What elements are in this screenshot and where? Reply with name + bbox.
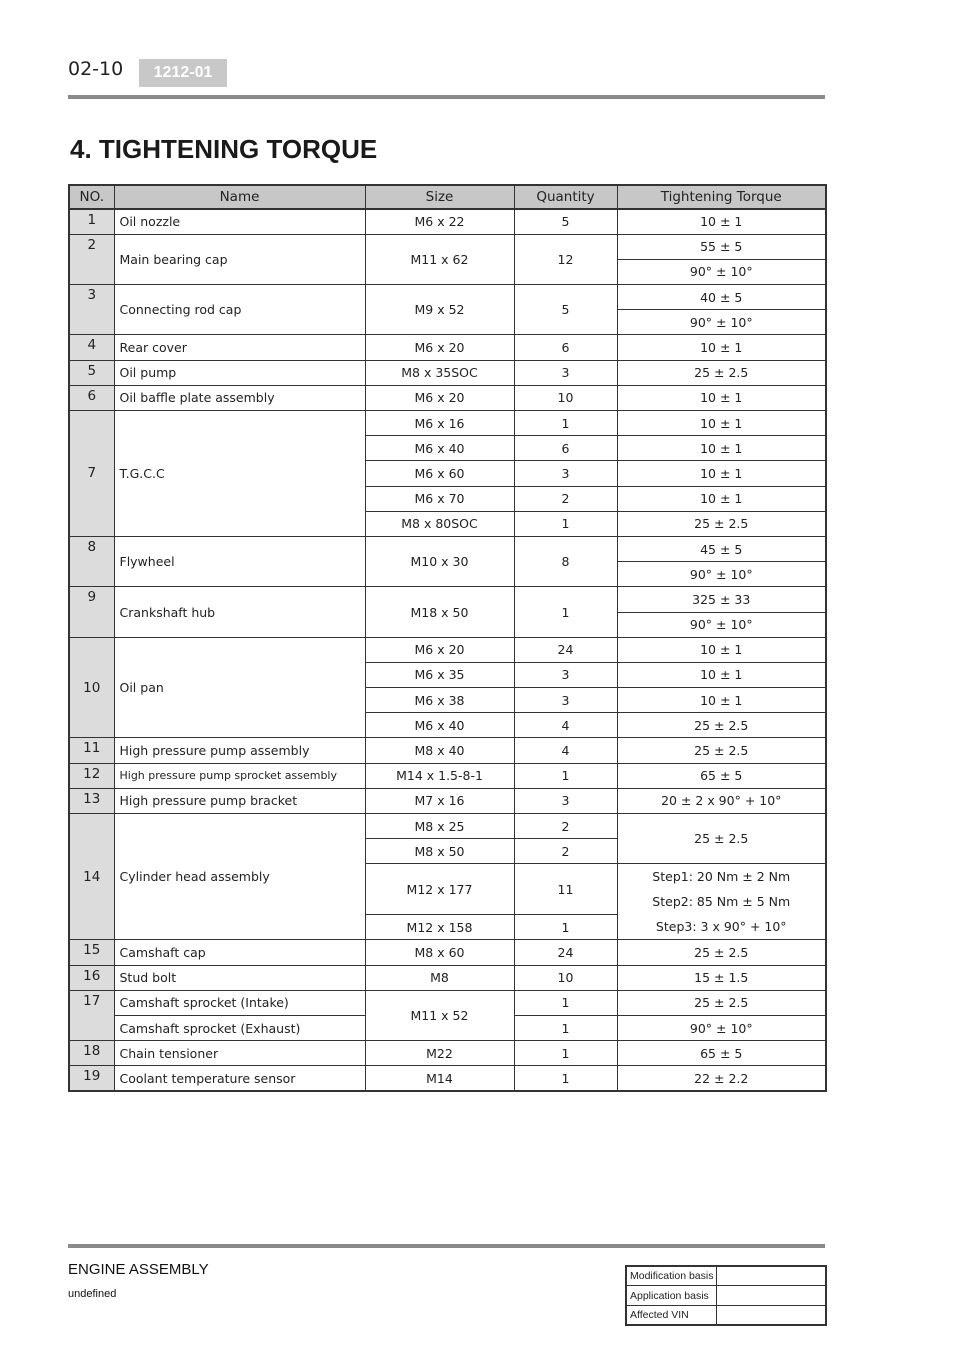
tightening-torque-table <box>68 184 827 1092</box>
torque: 15 ± 1.5 <box>617 965 826 990</box>
quantity: 4 <box>514 713 617 738</box>
part-name: Camshaft cap <box>114 940 365 965</box>
torque: 25 ± 2.5 <box>617 360 826 385</box>
bolt-size: M10 x 30 <box>365 536 514 586</box>
header-rule <box>68 95 825 99</box>
modification-info-box <box>625 1265 827 1326</box>
bolt-size: M6 x 70 <box>365 486 514 511</box>
table-row <box>69 335 826 360</box>
quantity: 6 <box>514 436 617 461</box>
table-header-row <box>69 185 826 209</box>
quantity: 12 <box>514 234 617 284</box>
quantity: 1 <box>514 1015 617 1040</box>
torque: 25 ± 2.5 <box>617 990 826 1015</box>
part-name: Main bearing cap <box>114 234 365 284</box>
torque: 40 ± 5 <box>617 285 826 310</box>
quantity: 3 <box>514 788 617 813</box>
part-name: Chain tensioner <box>114 1041 365 1066</box>
bolt-size: M8 x 60 <box>365 940 514 965</box>
part-name: Cylinder head assembly <box>114 814 365 940</box>
quantity: 1 <box>514 1066 617 1091</box>
bolt-size: M8 x 40 <box>365 738 514 763</box>
torque: 10 ± 1 <box>617 461 826 486</box>
part-name: Crankshaft hub <box>114 587 365 637</box>
page-number: 02-10 <box>68 58 124 80</box>
modification-row <box>626 1266 826 1286</box>
row-number: 9 <box>69 587 114 637</box>
row-number: 13 <box>69 788 114 813</box>
quantity: 3 <box>514 461 617 486</box>
bolt-size: M6 x 20 <box>365 385 514 410</box>
table-row <box>69 1066 826 1091</box>
torque: 45 ± 5 <box>617 536 826 561</box>
quantity: 5 <box>514 285 617 335</box>
torque: 10 ± 1 <box>617 637 826 662</box>
affected-vin-label: Affected VIN <box>626 1305 717 1325</box>
bolt-size: M18 x 50 <box>365 587 514 637</box>
part-name: High pressure pump assembly <box>114 738 365 763</box>
part-name: High pressure pump bracket <box>114 788 365 813</box>
quantity: 5 <box>514 209 617 234</box>
bolt-size: M8 x 25 <box>365 814 514 839</box>
quantity: 2 <box>514 486 617 511</box>
torque: 65 ± 5 <box>617 1041 826 1066</box>
part-name: Flywheel <box>114 536 365 586</box>
part-name: Camshaft sprocket (Intake) <box>114 990 365 1015</box>
table-row <box>69 360 826 385</box>
torque-step-3: Step3: 3 x 90° + 10° <box>655 919 787 935</box>
part-name: Camshaft sprocket (Exhaust) <box>114 1015 365 1040</box>
bolt-size: M12 x 158 <box>365 915 514 940</box>
bolt-size: M6 x 22 <box>365 209 514 234</box>
quantity: 1 <box>514 587 617 637</box>
quantity: 10 <box>514 965 617 990</box>
part-name: Oil nozzle <box>114 209 365 234</box>
quantity: 1 <box>514 1041 617 1066</box>
table-row <box>69 234 826 259</box>
application-basis-label: Application basis <box>626 1286 717 1306</box>
row-number: 2 <box>69 234 114 284</box>
bolt-size: M6 x 40 <box>365 436 514 461</box>
bolt-size: M14 x 1.5-8-1 <box>365 763 514 788</box>
torque: 20 ± 2 x 90° + 10° <box>617 788 826 813</box>
quantity: 4 <box>514 738 617 763</box>
row-number: 3 <box>69 285 114 335</box>
part-name: High pressure pump sprocket assembly <box>114 763 365 788</box>
part-name: Oil pan <box>114 637 365 738</box>
bolt-size: M9 x 52 <box>365 285 514 335</box>
part-name: Connecting rod cap <box>114 285 365 335</box>
column-header-torque: Tightening Torque <box>617 185 826 209</box>
table-row <box>69 637 826 662</box>
torque: 22 ± 2.2 <box>617 1066 826 1091</box>
quantity: 2 <box>514 839 617 864</box>
table-row <box>69 738 826 763</box>
torque: 65 ± 5 <box>617 763 826 788</box>
bolt-size: M8 x 35SOC <box>365 360 514 385</box>
modification-basis-value <box>717 1266 826 1286</box>
quantity: 2 <box>514 814 617 839</box>
torque-steps <box>617 864 826 940</box>
table-row <box>69 990 826 1015</box>
table-row <box>69 587 826 612</box>
bolt-size: M12 x 177 <box>365 864 514 915</box>
torque: 10 ± 1 <box>617 385 826 410</box>
torque: 90° ± 10° <box>617 612 826 637</box>
quantity: 1 <box>514 915 617 940</box>
row-number: 1 <box>69 209 114 234</box>
modification-row <box>626 1305 826 1325</box>
column-header-no: NO. <box>69 185 114 209</box>
table-row <box>69 788 826 813</box>
column-header-size: Size <box>365 185 514 209</box>
quantity: 24 <box>514 637 617 662</box>
bolt-size: M8 x 80SOC <box>365 511 514 536</box>
part-name: Coolant temperature sensor <box>114 1066 365 1091</box>
part-name: Stud bolt <box>114 965 365 990</box>
table-row <box>69 763 826 788</box>
row-number: 11 <box>69 738 114 763</box>
bolt-size: M11 x 52 <box>365 990 514 1040</box>
quantity: 3 <box>514 688 617 713</box>
quantity: 11 <box>514 864 617 915</box>
modification-basis-label: Modification basis <box>626 1266 717 1286</box>
affected-vin-value <box>717 1305 826 1325</box>
bolt-size: M14 <box>365 1066 514 1091</box>
row-number: 10 <box>69 637 114 738</box>
application-basis-value <box>717 1286 826 1306</box>
row-number: 5 <box>69 360 114 385</box>
torque: 10 ± 1 <box>617 335 826 360</box>
quantity: 10 <box>514 385 617 410</box>
torque: 10 ± 1 <box>617 688 826 713</box>
torque: 10 ± 1 <box>617 411 826 436</box>
quantity: 8 <box>514 536 617 586</box>
bolt-size: M8 x 50 <box>365 839 514 864</box>
torque: 10 ± 1 <box>617 662 826 687</box>
table-row <box>69 814 826 839</box>
table-row <box>69 1041 826 1066</box>
row-number: 7 <box>69 411 114 537</box>
row-number: 12 <box>69 763 114 788</box>
row-number: 19 <box>69 1066 114 1091</box>
torque: 55 ± 5 <box>617 234 826 259</box>
table-row <box>69 285 826 310</box>
page-title: 4. TIGHTENING TORQUE <box>70 134 378 164</box>
quantity: 1 <box>514 990 617 1015</box>
bolt-size: M6 x 60 <box>365 461 514 486</box>
row-number: 15 <box>69 940 114 965</box>
torque: 90° ± 10° <box>617 259 826 284</box>
torque: 25 ± 2.5 <box>617 738 826 763</box>
part-name: Rear cover <box>114 335 365 360</box>
quantity: 1 <box>514 763 617 788</box>
bolt-size: M6 x 16 <box>365 411 514 436</box>
bolt-size: M8 <box>365 965 514 990</box>
table-row <box>69 940 826 965</box>
row-number: 18 <box>69 1041 114 1066</box>
footer-subtitle: undefined <box>68 1288 117 1300</box>
torque-step-1: Step1: 20 Nm ± 2 Nm <box>652 869 791 885</box>
bolt-size: M6 x 38 <box>365 688 514 713</box>
torque: 10 ± 1 <box>617 436 826 461</box>
table-row <box>69 411 826 436</box>
row-number: 6 <box>69 385 114 410</box>
bolt-size: M6 x 35 <box>365 662 514 687</box>
part-name: Oil baffle plate assembly <box>114 385 365 410</box>
bolt-size: M11 x 62 <box>365 234 514 284</box>
quantity: 3 <box>514 360 617 385</box>
bolt-size: M6 x 20 <box>365 335 514 360</box>
column-header-name: Name <box>114 185 365 209</box>
bolt-size: M6 x 20 <box>365 637 514 662</box>
footer-section-title: ENGINE ASSEMBLY <box>68 1261 209 1278</box>
quantity: 1 <box>514 411 617 436</box>
torque: 10 ± 1 <box>617 486 826 511</box>
table-row <box>69 209 826 234</box>
row-number: 16 <box>69 965 114 990</box>
quantity: 1 <box>514 511 617 536</box>
torque: 25 ± 2.5 <box>617 814 826 864</box>
section-code-badge: 1212-01 <box>139 59 227 87</box>
row-number: 14 <box>69 814 114 940</box>
bolt-size: M22 <box>365 1041 514 1066</box>
row-number: 8 <box>69 536 114 586</box>
bolt-size: M6 x 40 <box>365 713 514 738</box>
quantity: 24 <box>514 940 617 965</box>
torque: 90° ± 10° <box>617 562 826 587</box>
table-row <box>69 385 826 410</box>
torque: 10 ± 1 <box>617 209 826 234</box>
torque: 25 ± 2.5 <box>617 940 826 965</box>
footer-rule <box>68 1244 825 1248</box>
torque: 25 ± 2.5 <box>617 511 826 536</box>
part-name: T.G.C.C <box>114 411 365 537</box>
torque-step-2: Step2: 85 Nm ± 5 Nm <box>652 894 791 910</box>
torque: 90° ± 10° <box>617 1015 826 1040</box>
torque: 325 ± 33 <box>617 587 826 612</box>
table-row <box>69 965 826 990</box>
part-name: Oil pump <box>114 360 365 385</box>
row-number: 4 <box>69 335 114 360</box>
torque: 25 ± 2.5 <box>617 713 826 738</box>
quantity: 6 <box>514 335 617 360</box>
bolt-size: M7 x 16 <box>365 788 514 813</box>
modification-row <box>626 1286 826 1306</box>
row-number: 17 <box>69 990 114 1040</box>
column-header-quantity: Quantity <box>514 185 617 209</box>
quantity: 3 <box>514 662 617 687</box>
table-row <box>69 536 826 561</box>
torque: 90° ± 10° <box>617 310 826 335</box>
